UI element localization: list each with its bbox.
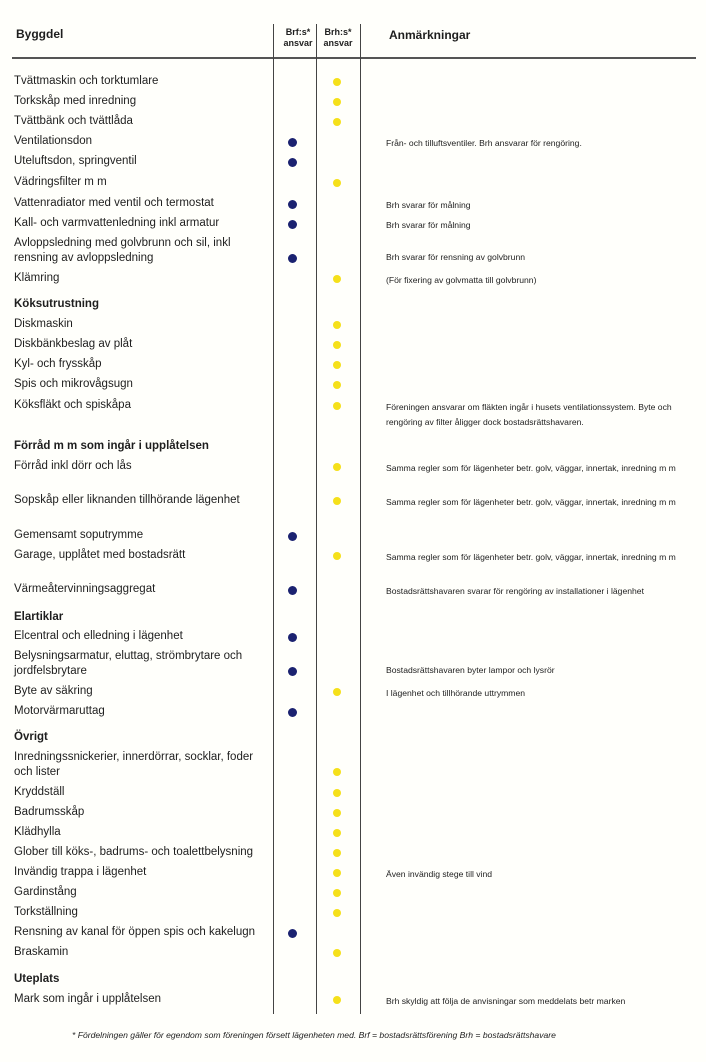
brh-responsibility-dot-icon xyxy=(333,949,341,957)
brf-responsibility-dot-icon xyxy=(288,138,297,147)
remark-text: Brh svarar för målning xyxy=(386,200,471,210)
brh-responsibility-dot-icon xyxy=(333,889,341,897)
brh-responsibility-dot-icon xyxy=(333,402,341,410)
brh-responsibility-dot-icon xyxy=(333,463,341,471)
brh-responsibility-dot-icon xyxy=(333,552,341,560)
item-label: Kall- och varmvattenledning inkl armatur xyxy=(14,217,220,229)
remark-text: Brh skyldig att följa de anvisningar som meddelats betr marken xyxy=(386,996,626,1006)
brf-responsibility-dot-icon xyxy=(288,532,297,541)
item-label: Förråd inkl dörr och lås xyxy=(14,460,132,472)
brh-responsibility-dot-icon xyxy=(333,829,341,837)
item-label: Torkskåp med inredning xyxy=(14,95,137,107)
item-label: Sopskåp eller liknanden tillhörande lägenhet xyxy=(14,494,240,506)
brf-responsibility-dot-icon xyxy=(288,708,297,717)
category-label: Elartiklar xyxy=(14,611,64,623)
item-label: Elcentral och elledning i lägenhet xyxy=(14,630,183,642)
brf-header-line1: Brf:s* xyxy=(285,27,311,37)
remark-text: Från- och tilluftsventiler. Brh ansvarar för rengöring. xyxy=(386,138,582,148)
column-header-byggdel: Byggdel xyxy=(16,27,64,41)
item-label: Klämring xyxy=(14,272,60,284)
item-label: Kryddställ xyxy=(14,786,65,798)
brh-responsibility-dot-icon xyxy=(333,361,341,369)
item-label: Spis och mikrovågsugn xyxy=(14,378,133,390)
brf-responsibility-dot-icon xyxy=(288,200,297,209)
column-divider xyxy=(316,24,317,1014)
category-label: Köksutrustning xyxy=(14,298,99,310)
remark-text: Bostadsrättshavaren svarar för rengöring av installationer i lägenhet xyxy=(386,586,644,596)
brf-responsibility-dot-icon xyxy=(288,929,297,938)
item-label: Avloppsledning med golvbrunn och sil, inkl rensning av avloppsledning xyxy=(14,237,231,264)
remark-text: Samma regler som för lägenheter betr. golv, väggar, innertak, inredning m m xyxy=(386,463,676,473)
column-divider xyxy=(360,24,361,1014)
brh-responsibility-dot-icon xyxy=(333,688,341,696)
item-label: Ventilationsdon xyxy=(14,135,93,147)
remark-text: (För fixering av golvmatta till golvbrunn) xyxy=(386,275,537,285)
item-label: Diskbänkbeslag av plåt xyxy=(14,338,133,350)
remark-text: Även invändig stege till vind xyxy=(386,869,493,879)
item-label: Torkställning xyxy=(14,906,78,918)
item-label: Byte av säkring xyxy=(14,685,93,697)
header-divider xyxy=(12,57,696,59)
brh-responsibility-dot-icon xyxy=(333,996,341,1004)
brh-responsibility-dot-icon xyxy=(333,179,341,187)
item-label: Vattenradiator med ventil och termostat xyxy=(14,197,214,209)
item-label: Vädringsfilter m m xyxy=(14,176,107,188)
remark-text: Föreningen ansvarar om fläkten ingår i husets ventilationssystem. Byte och rengöring av filter åligger dock bostadsrättshavaren. xyxy=(386,402,672,427)
remark-text: Samma regler som för lägenheter betr. golv, väggar, innertak, inredning m m xyxy=(386,552,676,562)
brh-responsibility-dot-icon xyxy=(333,98,341,106)
brf-header-line2: ansvar xyxy=(283,38,313,48)
brf-responsibility-dot-icon xyxy=(288,633,297,642)
brh-responsibility-dot-icon xyxy=(333,275,341,283)
brh-responsibility-dot-icon xyxy=(333,341,341,349)
item-label: Diskmaskin xyxy=(14,318,73,330)
brh-responsibility-dot-icon xyxy=(333,118,341,126)
item-label: Gemensamt soputrymme xyxy=(14,529,144,541)
brh-responsibility-dot-icon xyxy=(333,809,341,817)
item-label: Köksfläkt och spiskåpa xyxy=(14,399,131,411)
brh-responsibility-dot-icon xyxy=(333,381,341,389)
item-label: Braskamin xyxy=(14,946,69,958)
brh-responsibility-dot-icon xyxy=(333,789,341,797)
item-label: Uteluftsdon, springventil xyxy=(14,155,137,167)
brh-header-line2: ansvar xyxy=(323,38,353,48)
item-label: Värmeåtervinningsaggregat xyxy=(14,583,156,595)
column-divider xyxy=(273,24,274,1014)
column-header-anmarkningar: Anmärkningar xyxy=(389,28,471,42)
brh-responsibility-dot-icon xyxy=(333,321,341,329)
brh-header-line1: Brh:s* xyxy=(324,27,352,37)
category-label: Förråd m m som ingår i upplåtelsen xyxy=(14,440,209,452)
brh-responsibility-dot-icon xyxy=(333,768,341,776)
item-label: Tvättmaskin och torktumlare xyxy=(14,75,159,87)
item-label: Belysningsarmatur, eluttag, strömbrytare och jordfelsbrytare xyxy=(14,650,243,677)
item-label: Rensning av kanal för öppen spis och kakelugn xyxy=(14,926,256,938)
remark-text: Bostadsrättshavaren byter lampor och lysrör xyxy=(386,665,555,675)
category-label: Övrigt xyxy=(14,731,48,743)
item-label: Klädhylla xyxy=(14,826,61,838)
item-label: Motorvärmaruttag xyxy=(14,705,105,717)
item-label: Mark som ingår i upplåtelsen xyxy=(14,993,162,1005)
brf-responsibility-dot-icon xyxy=(288,667,297,676)
item-label: Garage, upplåtet med bostadsrätt xyxy=(14,549,186,561)
item-label: Badrumsskåp xyxy=(14,806,85,818)
brf-responsibility-dot-icon xyxy=(288,586,297,595)
item-label: Kyl- och frysskåp xyxy=(14,358,102,370)
brh-responsibility-dot-icon xyxy=(333,849,341,857)
remark-text: I lägenhet och tillhörande uttrymmen xyxy=(386,688,526,698)
brf-responsibility-dot-icon xyxy=(288,254,297,263)
category-label: Uteplats xyxy=(14,973,60,985)
item-label: Gardinstång xyxy=(14,886,77,898)
item-label: Invändig trappa i lägenhet xyxy=(14,866,147,878)
brf-responsibility-dot-icon xyxy=(288,158,297,167)
brh-responsibility-dot-icon xyxy=(333,869,341,877)
footnote: * Fördelningen gäller för egendom som föreningen försett lägenheten med. Brf = bostadsrättsförening Brh = bostadsrättshavare xyxy=(72,1030,556,1040)
remark-text: Brh svarar för rensning av golvbrunn xyxy=(386,252,526,262)
item-label: Glober till köks-, badrums- och toalettbelysning xyxy=(14,846,254,858)
remark-text: Samma regler som för lägenheter betr. golv, väggar, innertak, inredning m m xyxy=(386,497,676,507)
brh-responsibility-dot-icon xyxy=(333,909,341,917)
column-header-brh xyxy=(316,27,360,49)
item-label: Inredningssnickerier, innerdörrar, socklar, foder och lister xyxy=(14,751,254,778)
brh-responsibility-dot-icon xyxy=(333,497,341,505)
item-label: Tvättbänk och tvättlåda xyxy=(14,115,133,127)
brf-responsibility-dot-icon xyxy=(288,220,297,229)
column-header-brf xyxy=(276,27,320,49)
remark-text: Brh svarar för målning xyxy=(386,220,471,230)
brh-responsibility-dot-icon xyxy=(333,78,341,86)
table-header xyxy=(0,0,706,58)
